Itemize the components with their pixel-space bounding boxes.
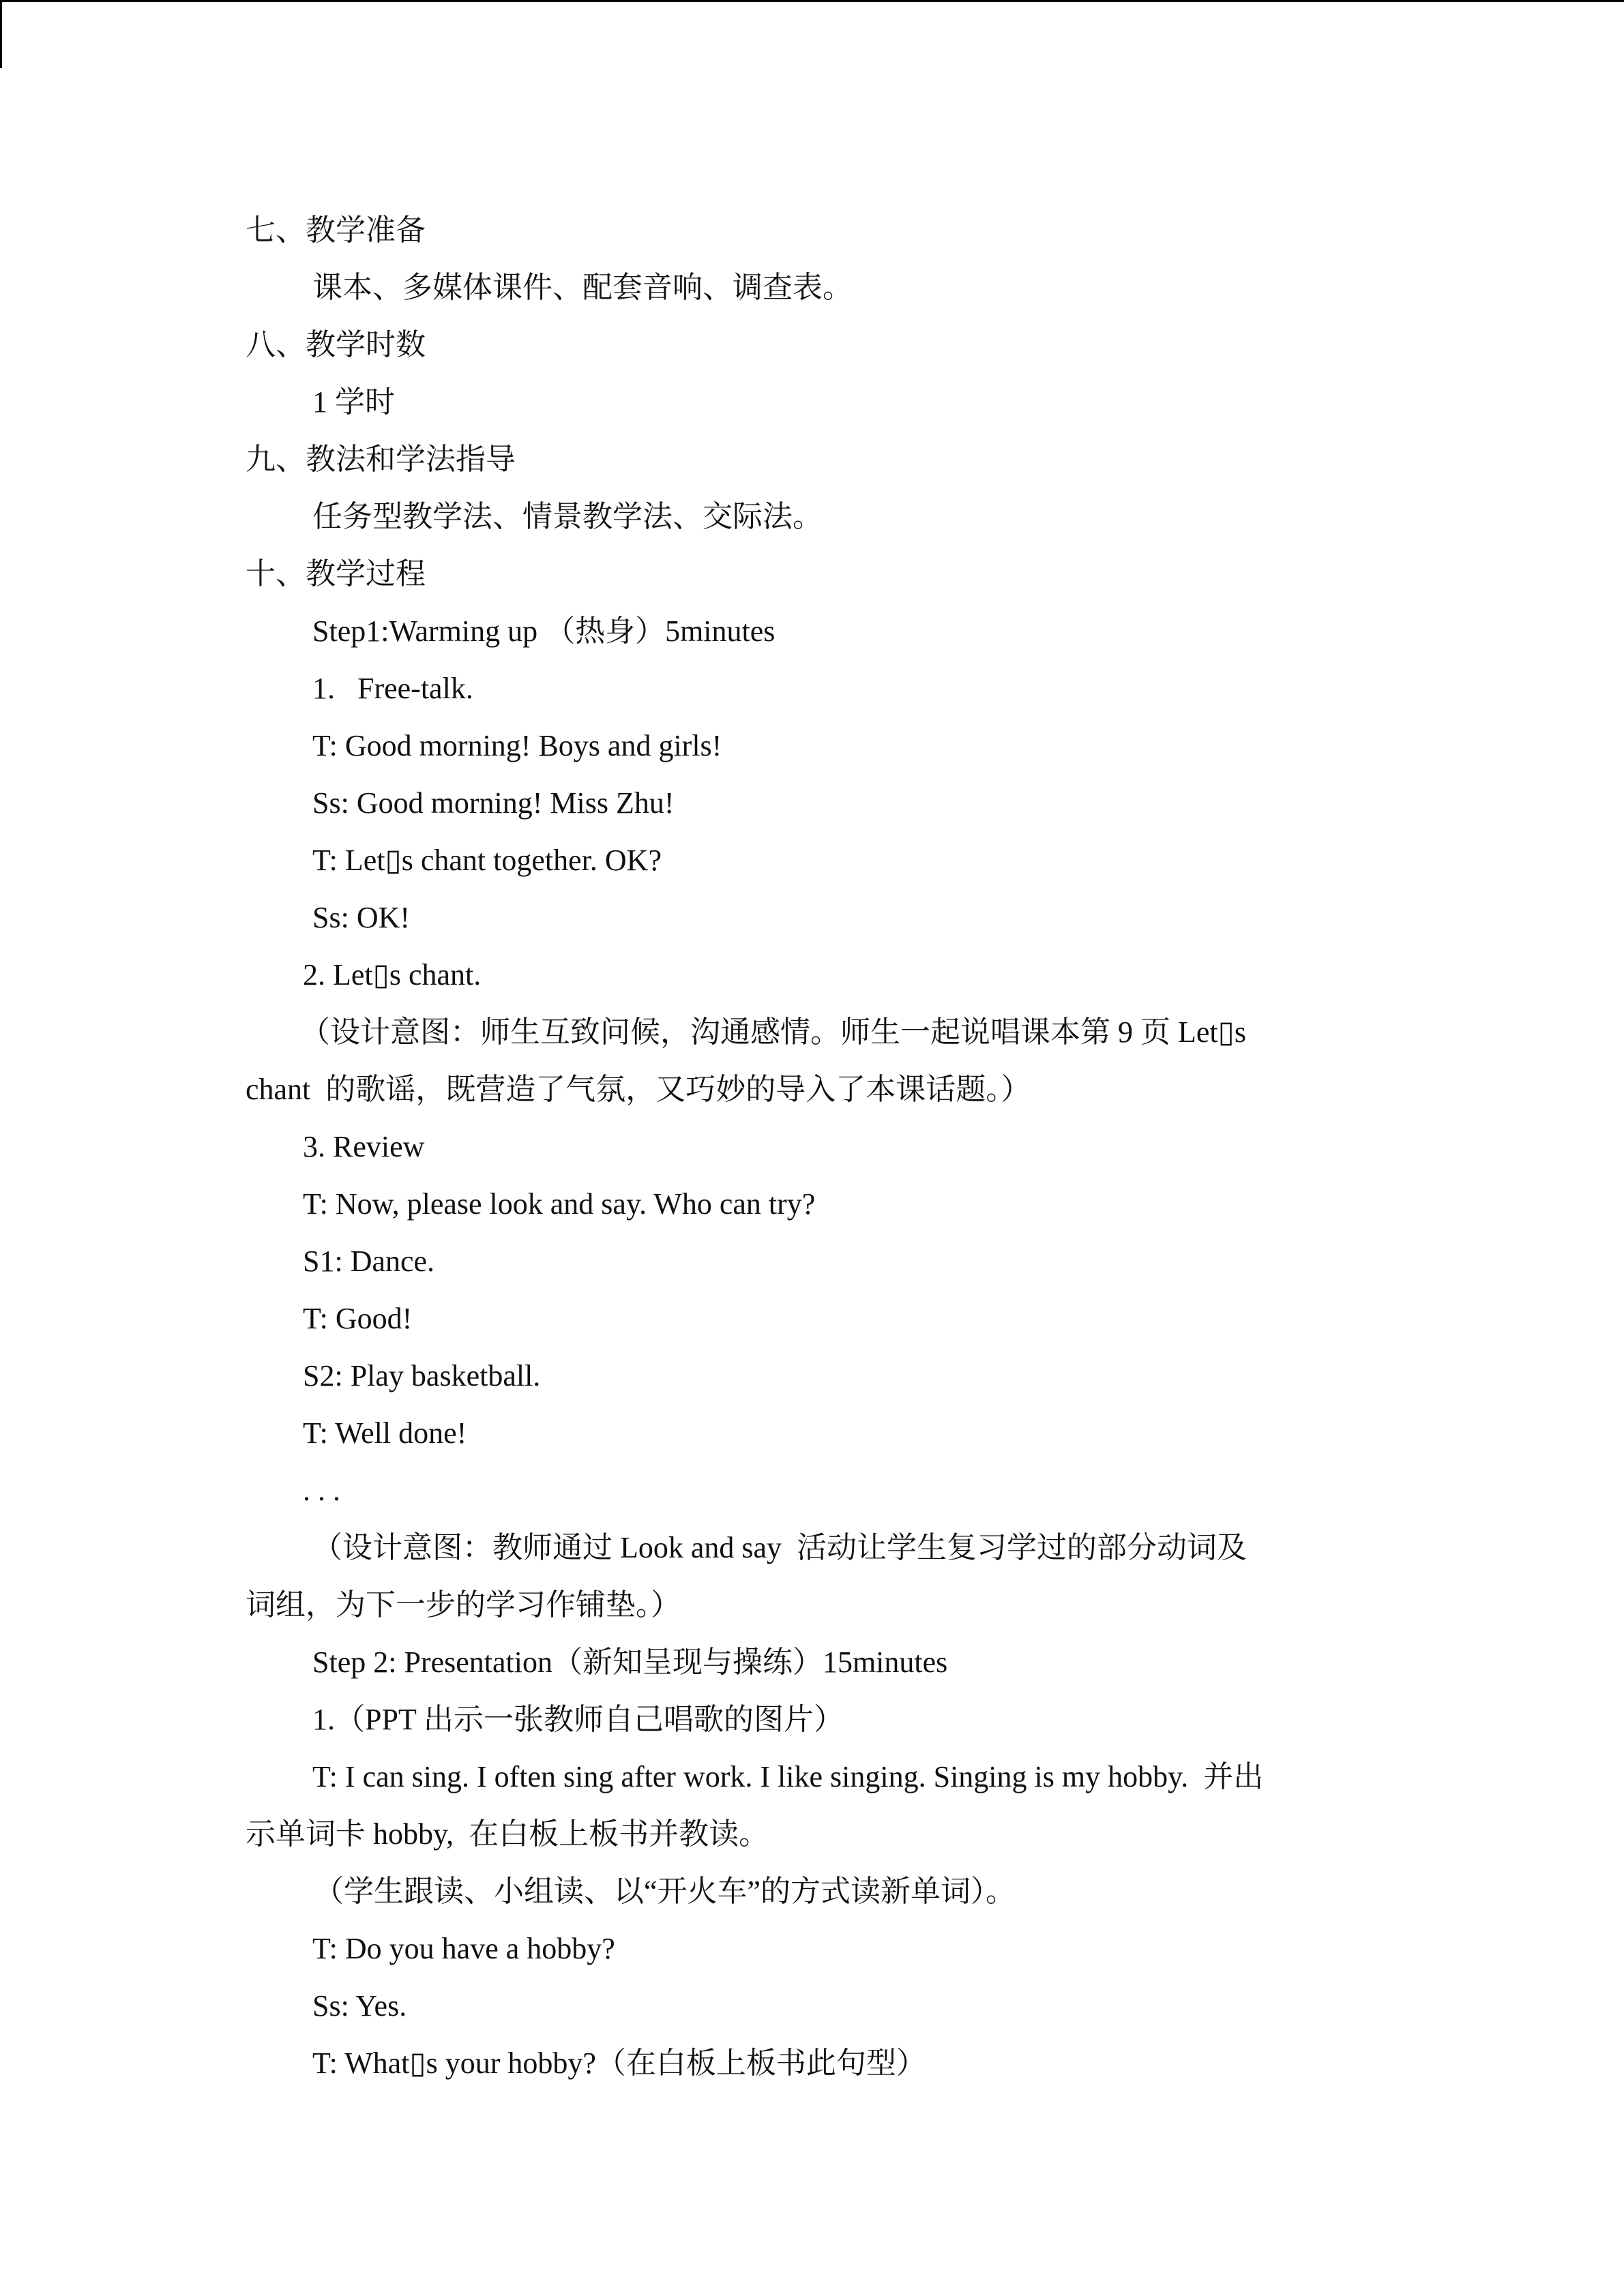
section-heading: 七、教学准备 [246, 213, 426, 247]
paragraph: 1.（PPT 出示一张教师自己唱歌的图片） [312, 1703, 844, 1736]
dialogue-line: Ss: Good morning! Miss Zhu! [312, 786, 675, 820]
step-heading: Step 2: Presentation（新知呈现与操练）15minutes [312, 1645, 948, 1679]
dialogue-line: T: Do you have a hobby? [312, 1932, 615, 1965]
dialogue-line: T: Let▯s chant together. OK? [312, 844, 662, 877]
top-border-rule [0, 0, 1624, 2]
section-heading: 八、教学时数 [246, 328, 426, 361]
dialogue-line: S1: Dance. [303, 1244, 435, 1278]
dialogue-line: T: I can sing. I often sing after work. I like singing. Singing is my hobby. 并出 [312, 1760, 1264, 1793]
ellipsis: . . . [303, 1474, 340, 1507]
paragraph: 示单词卡 hobby, 在白板上板书并教读。 [246, 1817, 769, 1851]
paragraph: 课本、多媒体课件、配套音响、调查表。 [312, 271, 853, 304]
design-note: （设计意图：师生互致问候，沟通感情。师生一起说唱课本第 9 页 Let▯s [300, 1015, 1246, 1049]
dialogue-line: T: Now, please look and say. Who can try? [303, 1187, 816, 1221]
paragraph: 1. Free-talk. [312, 672, 473, 705]
dialogue-line: Ss: Yes. [312, 1989, 407, 2023]
dialogue-line: Ss: OK! [312, 901, 411, 934]
dialogue-line: T: Good! [303, 1302, 413, 1335]
paragraph: 任务型教学法、情景教学法、交际法。 [312, 500, 823, 533]
dialogue-line: T: Well done! [303, 1416, 467, 1450]
section-heading: 十、教学过程 [246, 557, 426, 591]
paragraph: 2. Let▯s chant. [303, 958, 482, 992]
step-heading: Step1:Warming up （热身）5minutes [312, 614, 776, 648]
dialogue-line: T: What▯s your hobby?（在白板上板书此句型） [312, 2046, 926, 2080]
dialogue-line: S2: Play basketball. [303, 1359, 541, 1392]
paragraph: 3. Review [303, 1130, 425, 1163]
paragraph: 1 学时 [312, 385, 395, 419]
section-heading: 九、教法和学法指导 [246, 443, 516, 476]
left-border-rule [0, 0, 2, 68]
paragraph: （学生跟读、小组读、以“开火车”的方式读新单词）。 [314, 1875, 1016, 1908]
design-note: chant 的歌谣，既营造了气氛，又巧妙的导入了本课话题。） [246, 1073, 1031, 1106]
design-note: 词组，为下一步的学习作铺垫。） [246, 1588, 681, 1622]
dialogue-line: T: Good morning! Boys and girls! [312, 729, 722, 762]
design-note: （设计意图：教师通过 Look and say 活动让学生复习学过的部分动词及 [312, 1531, 1247, 1564]
